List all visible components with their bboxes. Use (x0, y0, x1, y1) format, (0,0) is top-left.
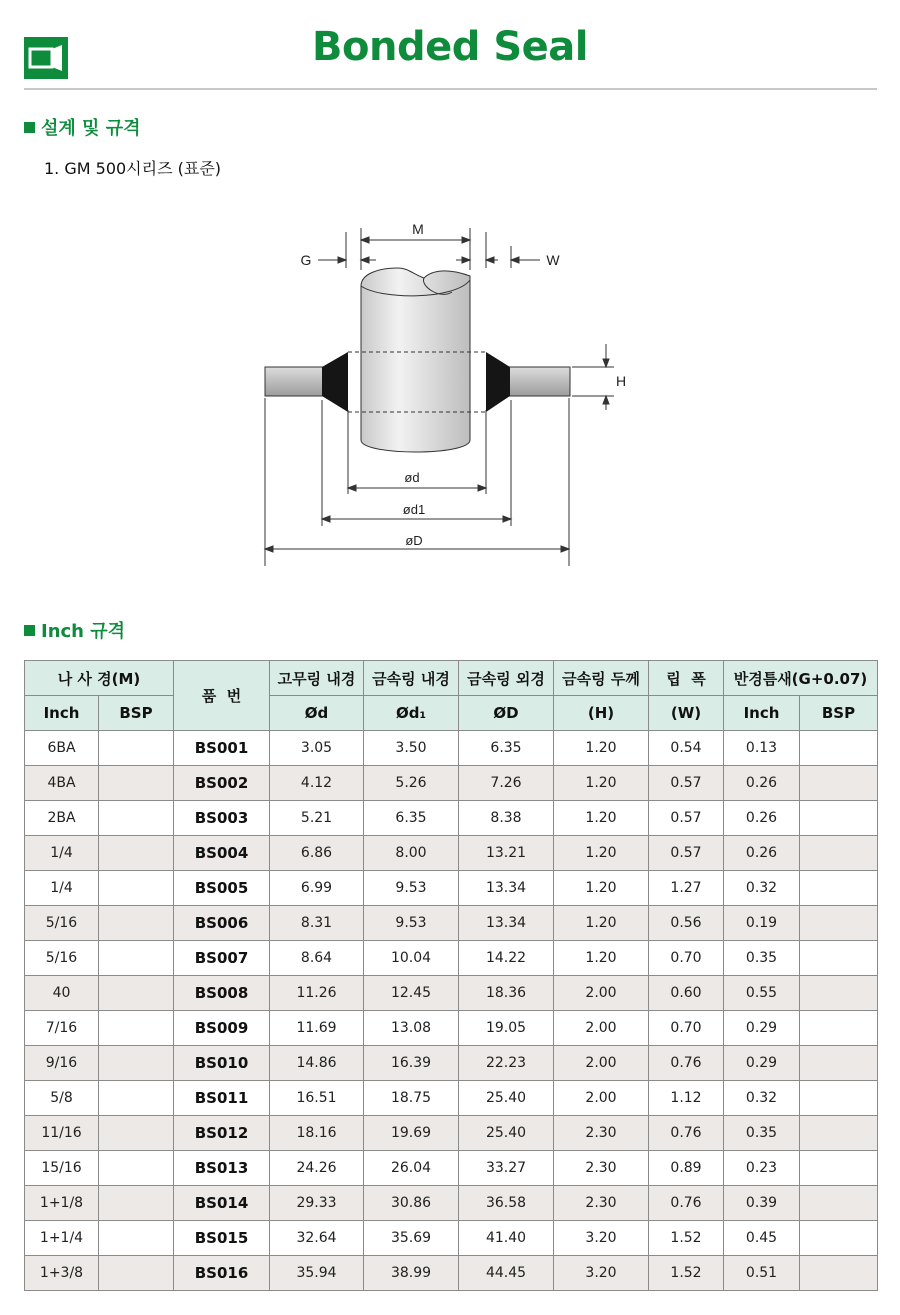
cell-d1: 5.26 (364, 766, 459, 801)
cell-part: BS009 (174, 1011, 270, 1046)
cell-d1: 8.00 (364, 836, 459, 871)
series-subheading: 1. GM 500시리즈 (표준) (44, 159, 222, 178)
cell-g-bsp (800, 906, 878, 941)
cell-g-bsp (800, 1046, 878, 1081)
th-sym-d1: Ød₁ (364, 696, 459, 731)
cell-part: BS005 (174, 871, 270, 906)
cell-H: 2.00 (554, 976, 649, 1011)
cell-d: 6.86 (270, 836, 364, 871)
cell-H: 2.30 (554, 1186, 649, 1221)
cell-D: 13.34 (459, 871, 554, 906)
cell-g-inch: 0.13 (724, 731, 800, 766)
cell-D: 25.40 (459, 1116, 554, 1151)
cell-d: 11.26 (270, 976, 364, 1011)
table-row (25, 871, 878, 906)
cell-g-inch: 0.23 (724, 1151, 800, 1186)
cell-part: BS013 (174, 1151, 270, 1186)
cell-W: 0.54 (649, 731, 724, 766)
cell-D: 22.23 (459, 1046, 554, 1081)
cell-d1: 38.99 (364, 1256, 459, 1291)
th-sym-d: Ød (270, 696, 364, 731)
th-bsp: BSP (99, 696, 174, 731)
cell-g-bsp (800, 836, 878, 871)
cell-g-bsp (800, 1256, 878, 1291)
cell-bsp (99, 731, 174, 766)
cell-bsp (99, 1011, 174, 1046)
cell-W: 0.57 (649, 801, 724, 836)
cell-d1: 10.04 (364, 941, 459, 976)
cell-D: 18.36 (459, 976, 554, 1011)
cell-d1: 6.35 (364, 801, 459, 836)
cell-W: 0.57 (649, 766, 724, 801)
section-heading-inch (24, 617, 125, 643)
cell-d: 4.12 (270, 766, 364, 801)
cell-W: 0.56 (649, 906, 724, 941)
cell-bsp (99, 801, 174, 836)
label-d1: ød1 (402, 502, 426, 517)
cell-g-inch: 0.35 (724, 941, 800, 976)
cell-H: 1.20 (554, 731, 649, 766)
cell-bsp (99, 871, 174, 906)
inch-spec-table (24, 660, 878, 1291)
th-metal-od: 금속링 외경 (459, 661, 554, 696)
cell-bsp (99, 976, 174, 1011)
cell-g-bsp (800, 1011, 878, 1046)
cell-H: 2.30 (554, 1116, 649, 1151)
cell-g-inch: 0.35 (724, 1116, 800, 1151)
cell-W: 1.52 (649, 1221, 724, 1256)
cell-g-inch: 0.26 (724, 836, 800, 871)
label-m: M (412, 221, 424, 237)
th-metal-id: 금속링 내경 (364, 661, 459, 696)
cell-g-inch: 0.29 (724, 1011, 800, 1046)
cell-d: 29.33 (270, 1186, 364, 1221)
cell-g-bsp (800, 731, 878, 766)
cell-W: 0.60 (649, 976, 724, 1011)
cell-d1: 19.69 (364, 1116, 459, 1151)
cell-g-inch: 0.26 (724, 801, 800, 836)
cell-part: BS014 (174, 1186, 270, 1221)
cell-g-inch: 0.26 (724, 766, 800, 801)
th-rubber-id: 고무링 내경 (270, 661, 364, 696)
cell-part: BS003 (174, 801, 270, 836)
cell-bsp (99, 906, 174, 941)
th-sym-w: (W) (649, 696, 724, 731)
cell-bsp (99, 1151, 174, 1186)
cell-inch: 4BA (25, 766, 99, 801)
cell-inch: 1/4 (25, 836, 99, 871)
cell-g-bsp (800, 1186, 878, 1221)
cell-d1: 30.86 (364, 1186, 459, 1221)
th-gap-inch: Inch (724, 696, 800, 731)
cell-g-bsp (800, 1116, 878, 1151)
th-metal-thickness: 금속링 두께 (554, 661, 649, 696)
table-row (25, 1256, 878, 1291)
cell-d: 24.26 (270, 1151, 364, 1186)
cell-d: 6.99 (270, 871, 364, 906)
table-row (25, 1046, 878, 1081)
cell-inch: 5/16 (25, 906, 99, 941)
bolt-cylinder (361, 268, 470, 452)
th-thread: 나 사 경(M) (25, 661, 174, 696)
cell-part: BS012 (174, 1116, 270, 1151)
cell-part: BS015 (174, 1221, 270, 1256)
cell-inch: 5/8 (25, 1081, 99, 1116)
cell-d: 35.94 (270, 1256, 364, 1291)
cell-d1: 12.45 (364, 976, 459, 1011)
cell-part: BS007 (174, 941, 270, 976)
label-g: G (300, 252, 312, 268)
table-row (25, 1116, 878, 1151)
cell-D: 44.45 (459, 1256, 554, 1291)
cell-inch: 5/16 (25, 941, 99, 976)
cell-part: BS008 (174, 976, 270, 1011)
cell-D: 14.22 (459, 941, 554, 976)
cell-W: 1.27 (649, 871, 724, 906)
table-row (25, 801, 878, 836)
table-row (25, 906, 878, 941)
cell-inch: 2BA (25, 801, 99, 836)
cell-g-inch: 0.32 (724, 1081, 800, 1116)
cell-d: 14.86 (270, 1046, 364, 1081)
th-sym-h: (H) (554, 696, 649, 731)
th-radial-gap: 반경틈새(G+0.07) (724, 661, 878, 696)
cell-d1: 13.08 (364, 1011, 459, 1046)
cell-H: 2.00 (554, 1011, 649, 1046)
cell-g-bsp (800, 1081, 878, 1116)
cell-H: 1.20 (554, 766, 649, 801)
cell-H: 3.20 (554, 1256, 649, 1291)
cell-part: BS002 (174, 766, 270, 801)
cell-W: 0.76 (649, 1186, 724, 1221)
cell-bsp (99, 766, 174, 801)
cell-inch: 15/16 (25, 1151, 99, 1186)
cell-inch: 11/16 (25, 1116, 99, 1151)
cell-part: BS016 (174, 1256, 270, 1291)
cell-d: 8.64 (270, 941, 364, 976)
table-row (25, 1186, 878, 1221)
cell-inch: 1+1/8 (25, 1186, 99, 1221)
table-row (25, 1151, 878, 1186)
cell-d: 32.64 (270, 1221, 364, 1256)
cell-W: 0.89 (649, 1151, 724, 1186)
cell-part: BS006 (174, 906, 270, 941)
th-sym-big-d: ØD (459, 696, 554, 731)
cell-d1: 26.04 (364, 1151, 459, 1186)
cell-H: 1.20 (554, 906, 649, 941)
cell-bsp (99, 1256, 174, 1291)
cell-d1: 35.69 (364, 1221, 459, 1256)
cell-d1: 9.53 (364, 871, 459, 906)
label-w: W (546, 252, 560, 268)
cell-g-bsp (800, 941, 878, 976)
cell-d: 16.51 (270, 1081, 364, 1116)
cell-d1: 3.50 (364, 731, 459, 766)
cell-g-inch: 0.45 (724, 1221, 800, 1256)
cell-d: 18.16 (270, 1116, 364, 1151)
cell-W: 0.57 (649, 836, 724, 871)
cell-H: 2.00 (554, 1081, 649, 1116)
cell-D: 33.27 (459, 1151, 554, 1186)
cell-H: 2.00 (554, 1046, 649, 1081)
cell-g-bsp (800, 801, 878, 836)
cell-W: 0.76 (649, 1116, 724, 1151)
cell-d: 5.21 (270, 801, 364, 836)
cell-g-inch: 0.29 (724, 1046, 800, 1081)
cell-inch: 6BA (25, 731, 99, 766)
cell-g-inch: 0.51 (724, 1256, 800, 1291)
cell-inch: 7/16 (25, 1011, 99, 1046)
cell-H: 1.20 (554, 941, 649, 976)
cell-inch: 9/16 (25, 1046, 99, 1081)
section-heading-text: Inch 규격 (41, 621, 126, 642)
th-lip-width: 립 폭 (649, 661, 724, 696)
table-row (25, 836, 878, 871)
cell-g-bsp (800, 1151, 878, 1186)
cell-H: 1.20 (554, 801, 649, 836)
table-row (25, 1221, 878, 1256)
cell-g-bsp (800, 871, 878, 906)
section-heading-text: 설계 및 규격 (41, 118, 141, 139)
cell-g-inch: 0.32 (724, 871, 800, 906)
table-row (25, 1011, 878, 1046)
cell-D: 7.26 (459, 766, 554, 801)
cell-W: 1.52 (649, 1256, 724, 1291)
label-d: ød (404, 470, 420, 485)
table-row (25, 941, 878, 976)
cell-H: 1.20 (554, 836, 649, 871)
cell-g-bsp (800, 1221, 878, 1256)
cell-d1: 16.39 (364, 1046, 459, 1081)
th-part-no: 품 번 (174, 661, 270, 731)
cell-D: 13.21 (459, 836, 554, 871)
cell-d: 8.31 (270, 906, 364, 941)
cell-bsp (99, 941, 174, 976)
bonded-seal-diagram (0, 0, 900, 600)
cell-part: BS001 (174, 731, 270, 766)
cell-D: 25.40 (459, 1081, 554, 1116)
cell-bsp (99, 1221, 174, 1256)
table-row (25, 731, 878, 766)
cell-D: 13.34 (459, 906, 554, 941)
cell-bsp (99, 836, 174, 871)
cell-g-inch: 0.55 (724, 976, 800, 1011)
cell-bsp (99, 1116, 174, 1151)
cell-g-inch: 0.39 (724, 1186, 800, 1221)
cell-g-bsp (800, 766, 878, 801)
cell-W: 1.12 (649, 1081, 724, 1116)
cell-bsp (99, 1046, 174, 1081)
cell-bsp (99, 1186, 174, 1221)
page-title: Bonded Seal (312, 24, 588, 70)
label-big-d: øD (405, 533, 423, 548)
th-gap-bsp: BSP (800, 696, 878, 731)
cell-D: 41.40 (459, 1221, 554, 1256)
cell-H: 2.30 (554, 1151, 649, 1186)
table-row (25, 766, 878, 801)
cell-part: BS004 (174, 836, 270, 871)
table-row (25, 1081, 878, 1116)
cell-g-bsp (800, 976, 878, 1011)
cell-bsp (99, 1081, 174, 1116)
cell-d: 11.69 (270, 1011, 364, 1046)
cell-D: 19.05 (459, 1011, 554, 1046)
label-h: H (616, 373, 627, 389)
bullet-square-icon (24, 625, 35, 636)
cell-W: 0.70 (649, 1011, 724, 1046)
cell-inch: 40 (25, 976, 99, 1011)
cell-W: 0.76 (649, 1046, 724, 1081)
cell-H: 3.20 (554, 1221, 649, 1256)
cell-inch: 1+3/8 (25, 1256, 99, 1291)
cell-W: 0.70 (649, 941, 724, 976)
cell-inch: 1/4 (25, 871, 99, 906)
cell-d1: 18.75 (364, 1081, 459, 1116)
th-inch: Inch (25, 696, 99, 731)
cell-inch: 1+1/4 (25, 1221, 99, 1256)
cell-H: 1.20 (554, 871, 649, 906)
cell-D: 8.38 (459, 801, 554, 836)
cell-D: 6.35 (459, 731, 554, 766)
table-row (25, 976, 878, 1011)
cell-d: 3.05 (270, 731, 364, 766)
cell-part: BS010 (174, 1046, 270, 1081)
cell-D: 36.58 (459, 1186, 554, 1221)
cell-d1: 9.53 (364, 906, 459, 941)
cell-part: BS011 (174, 1081, 270, 1116)
cell-g-inch: 0.19 (724, 906, 800, 941)
